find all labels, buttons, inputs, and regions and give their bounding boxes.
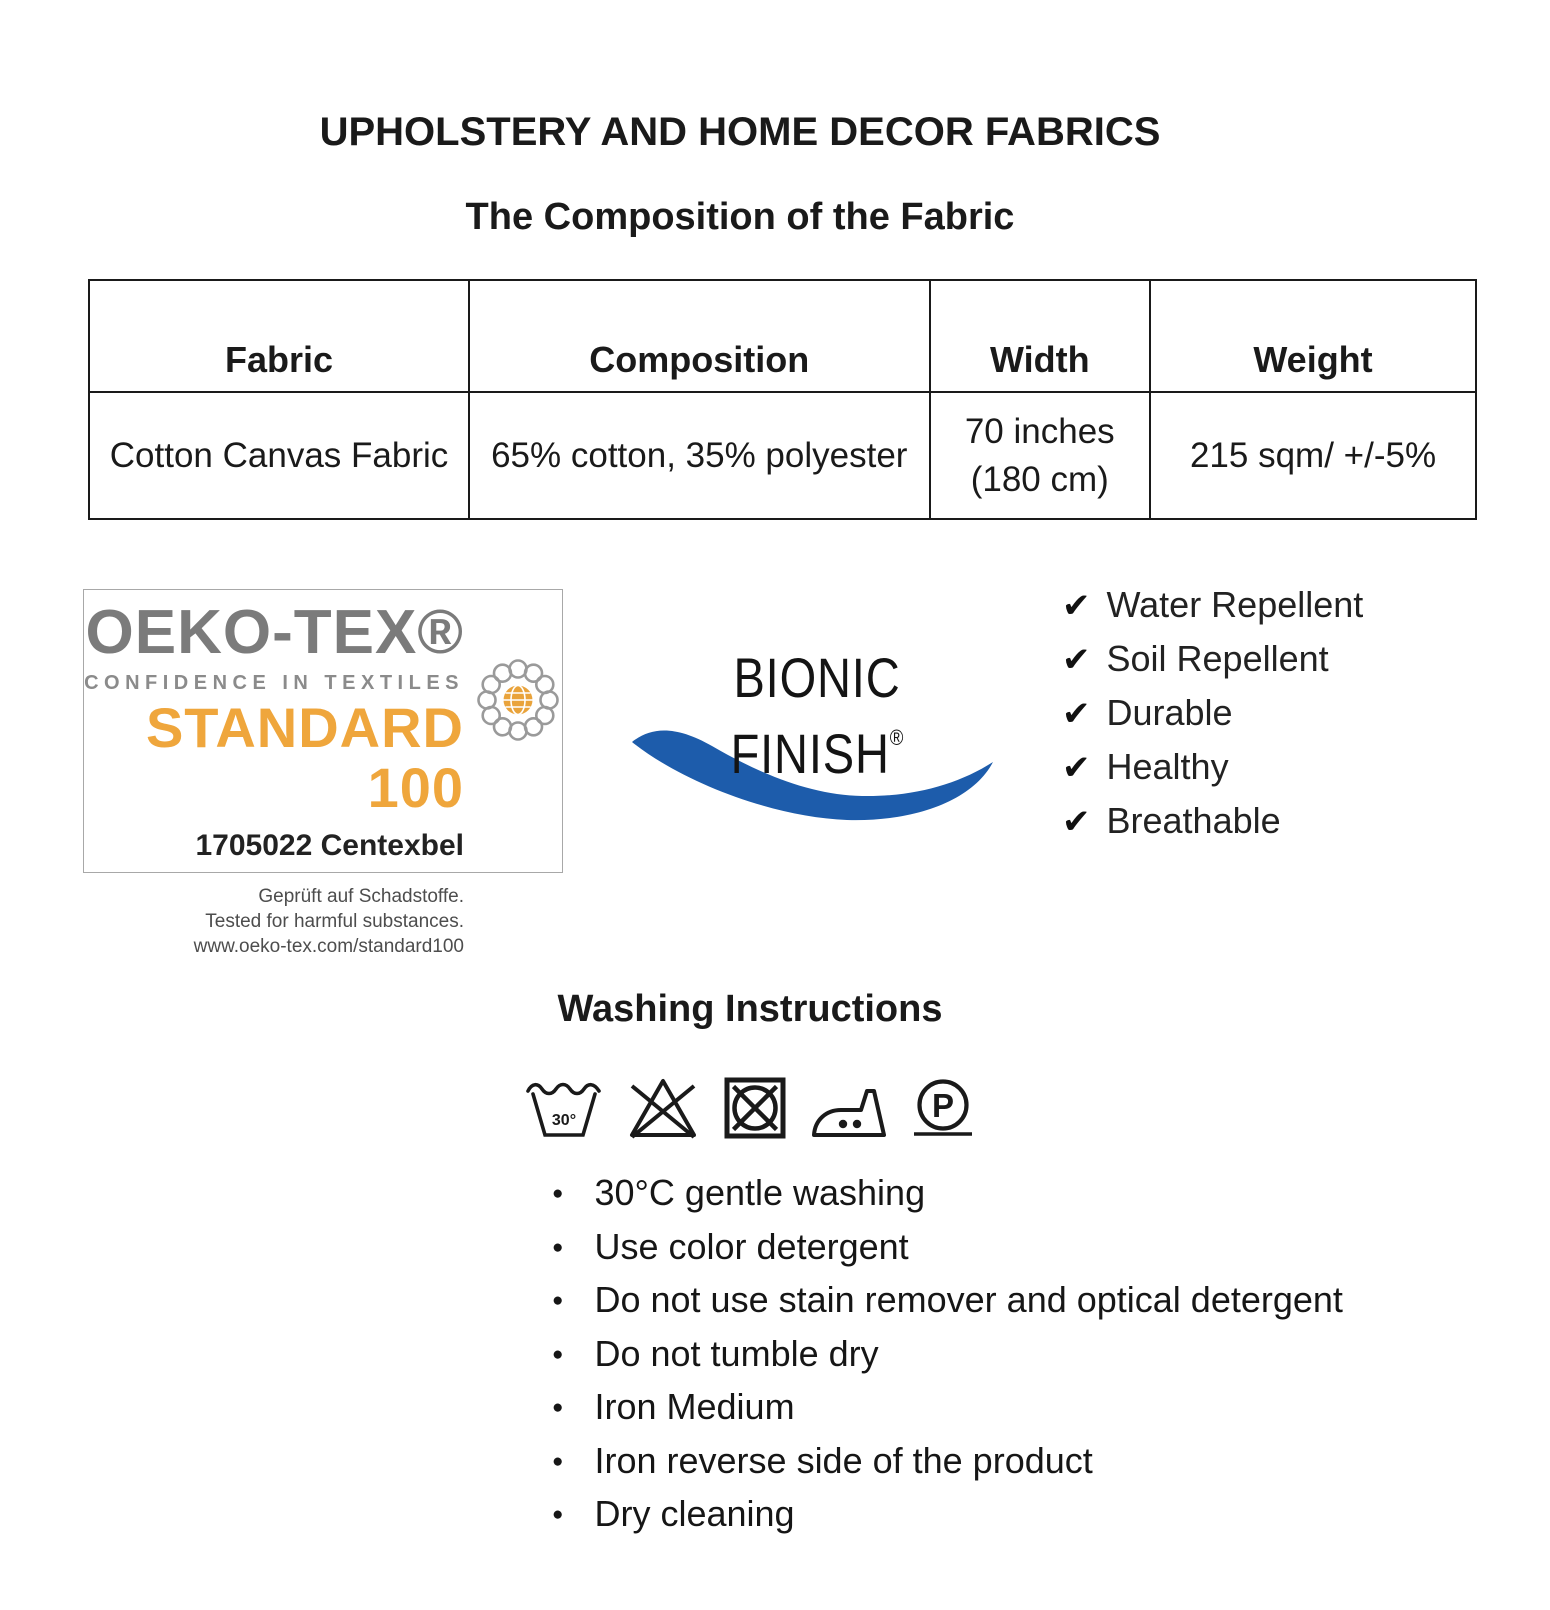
table-header-fabric: Fabric [89,280,469,392]
oeko-tex-notes [84,884,464,959]
do-not-tumble-dry-icon [723,1076,787,1140]
list-item: ● Iron Medium [552,1384,1452,1438]
washing-instructions-heading: Washing Instructions [557,988,943,1030]
composition-table [88,279,1477,520]
oeko-tex-flower-icon [472,654,564,746]
oeko-tex-label [83,589,563,957]
oeko-tex-standard: STANDARD 100 [145,696,464,819]
feature-label: Water Repellent [1106,584,1364,625]
feature-label: Soil Repellent [1106,638,1329,679]
wash-30-icon [525,1076,603,1140]
oeko-tex-note-english: Tested for harmful substances. [205,911,464,932]
list-item: ● Iron reverse side of the product [552,1438,1452,1492]
oeko-tex-brand: OEKO-TEX® [85,598,464,667]
do-not-bleach-icon [627,1076,699,1140]
table-header-composition: Composition [469,280,929,392]
checkmark-icon: ✔ [1062,803,1091,841]
oeko-tex-certificate-number: 1705022 Centexbel [195,829,464,862]
table-row [89,392,1476,519]
dry-clean-p-icon [911,1076,975,1140]
checkmark-icon: ✔ [1062,641,1091,679]
list-item [1062,692,1363,746]
svg-text:P: P [931,1087,955,1124]
svg-text:30°: 30° [551,1112,577,1129]
checkmark-icon: ✔ [1062,749,1091,787]
bionic-line1: BIONIC [733,646,901,709]
table-cell-width: 70 inches (180 cm) [930,392,1151,519]
table-header-width: Width [930,280,1151,392]
feature-label: Healthy [1106,746,1229,787]
feature-label: Breathable [1106,800,1281,841]
list-item: ● Dry cleaning [552,1491,1452,1545]
list-item: ● Do not tumble dry [552,1331,1452,1385]
table-cell-composition: 65% cotton, 35% polyester [469,392,929,519]
registered-mark: ® [889,725,904,750]
feature-label: Durable [1106,692,1233,733]
oeko-tex-url: www.oeko-tex.com/standard100 [193,936,464,957]
list-item [1062,746,1363,800]
list-item [1062,584,1363,638]
washing-bullet-list [552,1170,1452,1545]
iron-medium-icon [811,1080,887,1140]
table-header-weight: Weight [1150,280,1476,392]
oeko-tex-note-german: Geprüft auf Schadstoffe. [258,886,464,907]
checkmark-icon: ✔ [1062,695,1091,733]
table-header-row [89,280,1476,392]
checkmark-icon: ✔ [1062,587,1091,625]
bionic-finish-wordmark [716,648,918,784]
list-item: ● Use color detergent [552,1224,1452,1278]
oeko-tex-text-block [84,600,464,959]
list-item: ● 30°C gentle washing [552,1170,1452,1224]
bionic-finish-logo [612,648,997,828]
feature-checklist [1062,584,1363,854]
bionic-line2: FINISH® [730,722,904,785]
table-cell-fabric: Cotton Canvas Fabric [89,392,469,519]
care-symbols-row [0,1068,1500,1140]
list-item [1062,638,1363,692]
list-item: ● Do not use stain remover and optical detergent [552,1277,1452,1331]
table-cell-weight: 215 sqm/ +/-5% [1150,392,1476,519]
oeko-tex-tagline: CONFIDENCE IN TEXTILES [84,672,464,694]
page-subtitle: The Composition of the Fabric [465,196,1015,238]
page-title: UPHOLSTERY AND HOME DECOR FABRICS [319,110,1161,154]
list-item [1062,800,1363,854]
